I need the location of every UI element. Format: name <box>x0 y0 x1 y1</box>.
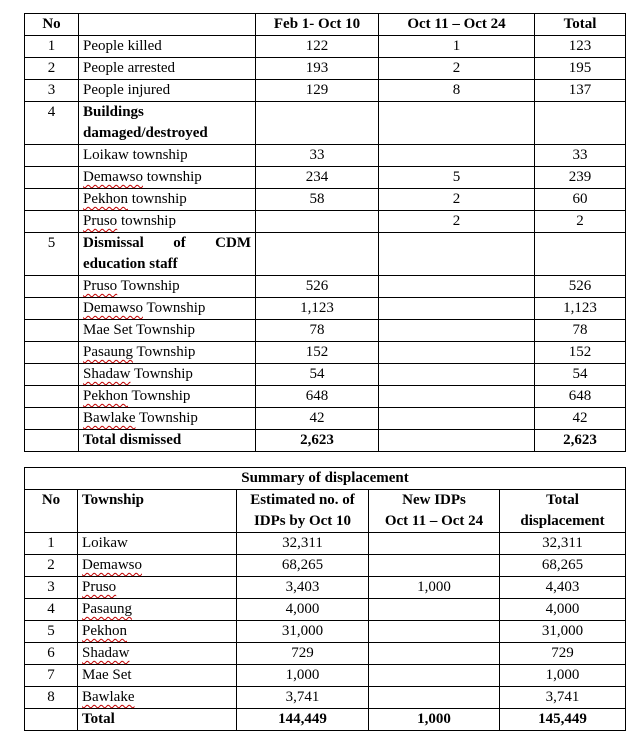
value-feb-oct10 <box>256 211 379 233</box>
table-row <box>25 687 626 709</box>
township-name: Pekhon <box>83 388 128 404</box>
table-row <box>25 233 626 276</box>
row-number: 5 <box>25 233 79 276</box>
value-feb-oct10: 1,123 <box>256 298 379 320</box>
value-total: 2 <box>535 211 626 233</box>
table-row <box>25 58 626 80</box>
table-row <box>25 298 626 320</box>
value-total <box>535 102 626 145</box>
col-header-estimated-line1: Estimated no. of <box>250 492 355 508</box>
row-label-line1: Dismissal of CDM <box>83 235 251 251</box>
value-oct11-oct24 <box>379 386 535 408</box>
col-header-total-line2: displacement <box>520 513 605 529</box>
township-name: Pruso <box>83 278 118 294</box>
value-oct11-oct24 <box>379 298 535 320</box>
township-suffix: Township <box>128 388 191 404</box>
row-number <box>25 145 79 167</box>
value-new-idps <box>369 665 500 687</box>
row-number <box>25 298 79 320</box>
value-estimated-idps: 31,000 <box>237 621 369 643</box>
col-header-no: No <box>25 490 78 533</box>
value-estimated-idps: 1,000 <box>237 665 369 687</box>
township-name <box>78 599 237 621</box>
value-new-idps <box>369 687 500 709</box>
row-number <box>25 386 79 408</box>
row-number <box>25 276 79 298</box>
table-row <box>25 555 626 577</box>
township-label: Pasaung <box>82 601 132 617</box>
table-header-row <box>25 490 626 533</box>
table-title-row <box>25 468 626 490</box>
value-oct11-oct24 <box>379 276 535 298</box>
value-total-displacement: 729 <box>500 643 626 665</box>
township-name <box>78 643 237 665</box>
value-new-idps <box>369 555 500 577</box>
table-row <box>25 145 626 167</box>
value-total-displacement: 4,000 <box>500 599 626 621</box>
incidents-table-body <box>25 36 626 452</box>
value-feb-oct10: 42 <box>256 408 379 430</box>
value-new-idps <box>369 621 500 643</box>
value-total: 33 <box>535 145 626 167</box>
col-header-total: Total <box>535 14 626 36</box>
table-row <box>25 430 626 452</box>
table-row <box>25 211 626 233</box>
row-number <box>25 408 79 430</box>
value-oct11-oct24 <box>379 320 535 342</box>
township-name: Pekhon <box>83 191 128 207</box>
row-label <box>79 298 256 320</box>
total-new-idps: 1,000 <box>369 709 500 731</box>
value-oct11-oct24 <box>379 102 535 145</box>
value-total: 42 <box>535 408 626 430</box>
value-new-idps <box>369 643 500 665</box>
col-header-total-displacement <box>500 490 626 533</box>
value-feb-oct10: 193 <box>256 58 379 80</box>
value-oct11-oct24 <box>379 408 535 430</box>
col-header-no: No <box>25 14 79 36</box>
township-suffix: Township <box>143 300 206 316</box>
value-feb-oct10 <box>256 102 379 145</box>
total-row <box>25 709 626 731</box>
table-row <box>25 533 626 555</box>
township-name <box>78 621 237 643</box>
row-number: 2 <box>25 555 78 577</box>
value-estimated-idps: 3,741 <box>237 687 369 709</box>
value-feb-oct10: 54 <box>256 364 379 386</box>
row-number <box>25 709 78 731</box>
row-label <box>79 211 256 233</box>
row-label <box>79 364 256 386</box>
table-title: Summary of displacement <box>25 468 626 490</box>
value-total: 78 <box>535 320 626 342</box>
value-estimated-idps: 32,311 <box>237 533 369 555</box>
value-total-displacement: 32,311 <box>500 533 626 555</box>
row-number <box>25 364 79 386</box>
row-number: 4 <box>25 599 78 621</box>
col-header-new-line1: New IDPs <box>402 492 466 508</box>
col-header-estimated-idps <box>237 490 369 533</box>
township-name: Mae Set <box>78 665 237 687</box>
row-number: 1 <box>25 533 78 555</box>
township-name: Loikaw <box>78 533 237 555</box>
township-label: Pruso <box>82 579 117 595</box>
township-suffix: township <box>128 191 187 207</box>
row-number: 3 <box>25 577 78 599</box>
township-suffix: township <box>143 169 202 185</box>
township-suffix: Township <box>130 366 193 382</box>
row-label: People arrested <box>79 58 256 80</box>
township-name: Shadaw <box>83 366 131 382</box>
township-suffix: Township <box>132 322 196 338</box>
value-oct11-oct24 <box>379 430 535 452</box>
row-label <box>79 189 256 211</box>
value-total: 1,123 <box>535 298 626 320</box>
table-row <box>25 643 626 665</box>
township-name: Bawlake <box>83 410 136 426</box>
value-feb-oct10: 2,623 <box>256 430 379 452</box>
value-feb-oct10: 33 <box>256 145 379 167</box>
township-suffix: Township <box>135 410 198 426</box>
row-number <box>25 189 79 211</box>
value-oct11-oct24 <box>379 364 535 386</box>
total-label: Total <box>78 709 237 731</box>
value-total: 648 <box>535 386 626 408</box>
township-name: Loikaw <box>83 147 129 163</box>
col-header-feb-oct10: Feb 1- Oct 10 <box>256 14 379 36</box>
row-number: 3 <box>25 80 79 102</box>
row-number: 1 <box>25 36 79 58</box>
value-total-displacement: 4,403 <box>500 577 626 599</box>
value-feb-oct10: 526 <box>256 276 379 298</box>
table-row <box>25 36 626 58</box>
value-total: 60 <box>535 189 626 211</box>
row-label-line2: education staff <box>83 256 178 272</box>
township-name: Pruso <box>83 213 118 229</box>
row-number <box>25 430 79 452</box>
row-number <box>25 320 79 342</box>
table-row <box>25 621 626 643</box>
row-number <box>25 342 79 364</box>
township-label: Bawlake <box>82 689 135 705</box>
value-total-displacement: 68,265 <box>500 555 626 577</box>
row-label <box>79 342 256 364</box>
value-total-displacement: 31,000 <box>500 621 626 643</box>
value-estimated-idps: 68,265 <box>237 555 369 577</box>
table-row <box>25 320 626 342</box>
col-header-label <box>79 14 256 36</box>
value-oct11-oct24 <box>379 233 535 276</box>
row-label: People killed <box>79 36 256 58</box>
value-oct11-oct24: 5 <box>379 167 535 189</box>
row-number: 2 <box>25 58 79 80</box>
township-name: Mae Set <box>83 322 133 338</box>
row-label <box>79 320 256 342</box>
value-oct11-oct24 <box>379 342 535 364</box>
total-displacement: 145,449 <box>500 709 626 731</box>
township-name <box>78 687 237 709</box>
table-row <box>25 599 626 621</box>
township-suffix: township <box>117 213 176 229</box>
township-name: Demawso <box>83 300 143 316</box>
row-label <box>79 276 256 298</box>
col-header-oct11-oct24: Oct 11 – Oct 24 <box>379 14 535 36</box>
township-name: Demawso <box>83 169 143 185</box>
row-number: 6 <box>25 643 78 665</box>
col-header-new-line2: Oct 11 – Oct 24 <box>384 513 484 529</box>
table-row <box>25 408 626 430</box>
row-number: 5 <box>25 621 78 643</box>
value-oct11-oct24 <box>379 145 535 167</box>
value-oct11-oct24: 2 <box>379 211 535 233</box>
table-row <box>25 665 626 687</box>
value-total: 239 <box>535 167 626 189</box>
value-total-displacement: 3,741 <box>500 687 626 709</box>
value-total: 137 <box>535 80 626 102</box>
township-label: Pekhon <box>82 623 127 639</box>
table-header-row <box>25 14 626 36</box>
value-oct11-oct24: 1 <box>379 36 535 58</box>
row-number <box>25 211 79 233</box>
value-oct11-oct24: 2 <box>379 58 535 80</box>
total-estimated-idps: 144,449 <box>237 709 369 731</box>
table-row <box>25 167 626 189</box>
township-name <box>78 577 237 599</box>
row-label: People injured <box>79 80 256 102</box>
value-feb-oct10: 129 <box>256 80 379 102</box>
row-label <box>79 386 256 408</box>
value-total: 54 <box>535 364 626 386</box>
row-number: 8 <box>25 687 78 709</box>
value-feb-oct10: 122 <box>256 36 379 58</box>
table-row <box>25 276 626 298</box>
value-oct11-oct24: 8 <box>379 80 535 102</box>
value-feb-oct10: 58 <box>256 189 379 211</box>
row-label: Total dismissed <box>79 430 256 452</box>
value-new-idps <box>369 599 500 621</box>
row-label <box>79 408 256 430</box>
table-row <box>25 102 626 145</box>
row-number <box>25 167 79 189</box>
row-label <box>79 233 256 276</box>
table-row <box>25 364 626 386</box>
township-suffix: township <box>128 147 188 163</box>
col-header-estimated-line2: IDPs by Oct 10 <box>253 513 352 529</box>
value-total-displacement: 1,000 <box>500 665 626 687</box>
value-feb-oct10 <box>256 233 379 276</box>
row-number: 7 <box>25 665 78 687</box>
value-feb-oct10: 78 <box>256 320 379 342</box>
value-total <box>535 233 626 276</box>
row-label <box>79 145 256 167</box>
row-label <box>79 167 256 189</box>
township-name: Pasaung <box>83 344 133 360</box>
table-row <box>25 342 626 364</box>
township-label: Shadaw <box>82 645 130 661</box>
value-feb-oct10: 234 <box>256 167 379 189</box>
value-total: 152 <box>535 342 626 364</box>
col-header-new-idps <box>369 490 500 533</box>
displacement-table-body <box>25 533 626 731</box>
value-feb-oct10: 648 <box>256 386 379 408</box>
value-new-idps <box>369 533 500 555</box>
incidents-table <box>24 13 626 452</box>
value-feb-oct10: 152 <box>256 342 379 364</box>
value-estimated-idps: 4,000 <box>237 599 369 621</box>
value-total: 2,623 <box>535 430 626 452</box>
value-estimated-idps: 3,403 <box>237 577 369 599</box>
value-estimated-idps: 729 <box>237 643 369 665</box>
value-new-idps: 1,000 <box>369 577 500 599</box>
value-total: 526 <box>535 276 626 298</box>
row-label: Buildings damaged/destroyed <box>79 102 256 145</box>
township-label: Demawso <box>82 557 142 573</box>
displacement-table <box>24 467 626 731</box>
table-row <box>25 386 626 408</box>
col-header-total-line1: Total <box>546 492 579 508</box>
col-header-township: Township <box>78 490 237 533</box>
row-number: 4 <box>25 102 79 145</box>
township-suffix: Township <box>117 278 180 294</box>
value-oct11-oct24: 2 <box>379 189 535 211</box>
table-row <box>25 80 626 102</box>
township-suffix: Township <box>133 344 196 360</box>
table-row <box>25 189 626 211</box>
value-total: 195 <box>535 58 626 80</box>
township-name <box>78 555 237 577</box>
value-total: 123 <box>535 36 626 58</box>
table-row <box>25 577 626 599</box>
